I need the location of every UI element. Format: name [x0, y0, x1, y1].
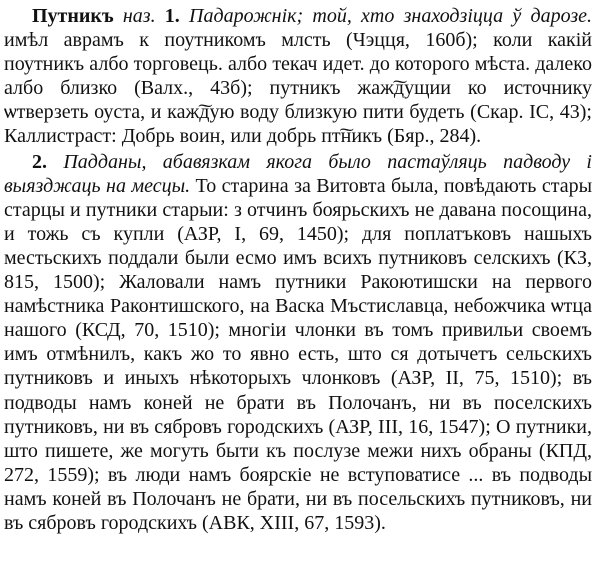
entry-sense-1: [4, 4, 592, 149]
entry-sense-2: [4, 150, 592, 536]
sense-1-number: 1.: [164, 5, 180, 27]
sense-1-definition: Падарожнік; той, хто знаходзіцца ў дарозе.: [189, 5, 592, 27]
grammar-label: наз.: [122, 5, 156, 27]
sense-2-definition: Падданы, абавязкам якога было пастаўляць падводу і выязджаць на месцы.: [4, 150, 592, 197]
sense-2-number: 2.: [32, 150, 47, 173]
sense-2-citations: То старина за Витовта была, повѣдають стары старцы и путники старыи: з отчинъ боярьскихъ не давана посощина, и тожь съ купли (АЗР, I, 69, 1450); для поплатъковъ нашыхъ местьскихъ поддали были есмо имъ всихъ путниковъ селскихъ (КЗ, 815, 1500); Жаловали намъ путники Ракоютишски на первого намѣстника Раконтишского, на Васка Мъстиславца, небожчика ѡтца нашого (КСД, 70, 1510); многіи члонки въ томъ привильи своемъ имъ отмѣнилъ, какъ жо то явно есть, што ся дотычетъ сельскихъ путниковъ и иныхъ нѣкоторыхъ члонковъ (АЗР, II, 75, 1510); въ подводы намъ коней не брати въ Полочанъ, ни въ поселскихъ путниковъ, ни въ сябровъ городскихъ (АЗР, III, 16, 1547); О путники, што пишете, же могуть быти къ послузе межи нихъ обраны (КПД, 272, 1559); въ люди намъ боярскіе не вступоватисе ... въ подводы намъ коней въ Полочанъ не брати, ни въ посельскихъ путниковъ, ни въ сябровъ городскихъ (АВК, XIII, 67, 1593).: [4, 174, 593, 534]
entry-headword: Путникъ: [32, 5, 114, 27]
sense-1-citations: имѣл аврамъ к поутникомъ млсть (Чэцця, 160б); коли какій поутникъ албо торговець. албо текач идет. до которого мѣста. далеко албо близко (Валх., 43б); путникъ жаж͠дущии ко источнику ѡтверзеть оуста, и каж͠дую воду близкую пити будеть (Скар. IC, 43); Каллистраст: Добрь воин, или добрь пт͠никъ (Бяр., 284).: [4, 29, 592, 148]
